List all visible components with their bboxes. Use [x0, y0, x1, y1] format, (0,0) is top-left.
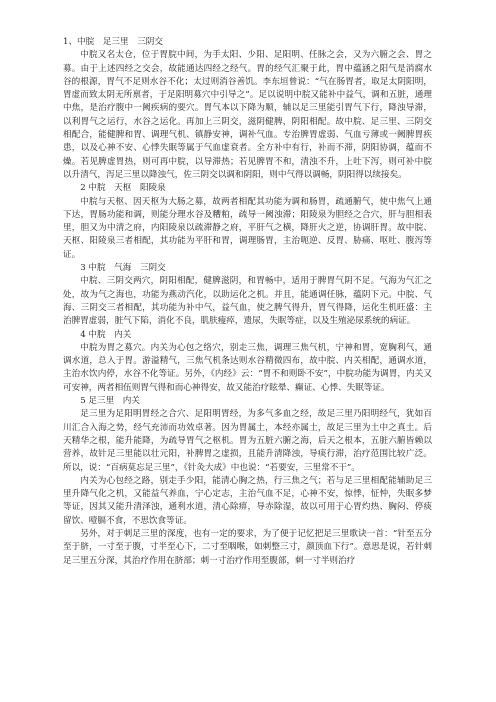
body-paragraph: 内关为心包经之路，别走手少阳，能清心胸之热，行三焦之气；若与足三里相配能辅助足三里升降气化之机，又能益气养血，宁心定志，主治气血不足，心神不安，惊悸，怔忡，失眠多梦等证，因其又能升清泽浊，通利水道，清心除痹，导赤除湿，故以可用于心胃灼热、胸闷、停痰留饮、噎膈不食，不思饮食等证。: [63, 475, 432, 526]
section-heading: 5 足三里 内关: [80, 396, 140, 407]
section-heading: 2 中脘 天枢 阳陵泉: [80, 183, 166, 194]
body-paragraph: 中脘与天枢、因天枢为大肠之募，故两者相配其功能为调和肠胃，疏通腑气，使中焦气上通下达，胃肠功能和调，则能分理水谷及糟粕，疏导一阙浊滞；阳陵泉为胆经之合穴，肝与胆相表里，胆又为中清之府，内阳陵泉以疏滞静之府，平肝气之横，降肝火之逆，协调肝胃。故中脘、天枢、阳陵泉三者相配，其功能为平肝和胃，调理肠胃，主治呃逆、反胃、胁痛、呕吐、腹泻等证。: [63, 196, 432, 260]
section-heading: 3 中脘 气海 三阴交: [80, 263, 166, 274]
body-paragraph: 另外，对于刺足三里的深度，也有一定的要求，为了便于记忆把足三里歌诀一首：“针至五分至于脐，一寸至于腹，寸半至心下，二寸至咽喉，如刺整三寸，颜顶血下行”。意思是说，若针刺足三里五分深，其治疗作用在脐部；刺一寸治疗作用至腹部，刺一寸半则治疗: [63, 528, 432, 566]
section-heading: 1、中脘 足三里 三阴交: [63, 37, 163, 47]
body-paragraph: 足三里为足阳明胃经之合穴、足阳明胃经，为多气多血之经，故足三里乃阳明经气，犹如百川汇合入海之势，经气充沛而功效卓著。因为胃属土，本经亦属土，故足三里为土中之真土。后天精华之根，能升能降，为疏导胃气之枢机。胃为五脏六腑之海，后天之根本，五脏六腑皆赖以营养，故针足三里能以壮元阳，补脾胃之虚损，且能升清降浊，导痰行滞，治疗范围比较广泛。所以，说：“百病莫忘足三里”，《针灸大成》中也说：“若要安，三里常不干”。: [63, 409, 432, 473]
section-heading: 4 中脘 内关: [80, 329, 132, 340]
body-paragraph: 中脘又名太仓，位于胃脘中间，为手太阳、少阳、足阳明、任脉之会，又为六腑之会、胃之募。由于上述四经之交会，故能通达四经之经气。胃的经气汇聚于此，胃中蕴涵之阳气是消腐水谷的根源，胃气不足则水谷不化；太过则消谷善饥。李东垣曾说：“气在肠胃者，取足太阴阳明，胃虚而致太阴无所禀者，于足阳明募穴中引导之”。足以说明中脘又能补中益气，调和五脏，通理中焦，是治疗腹中一阙疾病的要穴。胃气本以下降为顺，辅以足三里能引胃气下行，降浊导滞，以利胃气之运行，水谷之运化。再加上三阴交，滋阴健脾，阴阳相配。故中脘、足三里、三阴交相配合，能健脾和胃、调理气机、镇静安神，调补气血。专治脾胃虚弱、气血亏薄或一阙脾胃疾患，以及心神不安、心悸失眠等属于气血虚衰者。全方补中有行，补而不滞，阴阳协调，蕴而不燥。若见脾虚胃热，则可再中脘，以导滞热；若见脾胃不和，清浊不升，上吐下泻，则可补中脘以升清气，泻足三里以降浊气，佐三阴交以调和阴阳，则中气得以调畅，阴阳得以续接矣。: [63, 50, 432, 180]
body-paragraph: 中脘为胃之募穴。内关为心包之络穴，别走三焦，调理三焦气机，宁神和胃，宽胸利气，通调水道，总入于胃。游溢精气，三焦气机条达则水谷精微四布，故中脘、内关相配，通调水道，主治水饮内停，水谷不化等证。另外，《内经》云：“胃不和则卧不安”，中脘功能为调胃，内关又可安神，两者相伍则胃气得和而心神得安，故又能治疗眩晕、癫证、心悸、失眠等证。: [63, 342, 432, 393]
body-paragraph: 中脘、三阴交两穴，阴阳相配，健脾滋阴，和胃畅中，适用于脾胃气阴不足。气海为气汇之处，故为气之海也，功能为燕动汽化，以助运化之机。并且，能通调任脉，蕴阴下元。中脘、气海、三阴交三者相配，其功能为补中气，益气血，使之脾气得升，胃气得降，运化生机旺盛：主治脾胃虚弱，脏气下陷，消化不良，肌肤瘦瘁，遗尿，失眠等症，以及生殖泌尿系统的病证。: [63, 276, 432, 327]
